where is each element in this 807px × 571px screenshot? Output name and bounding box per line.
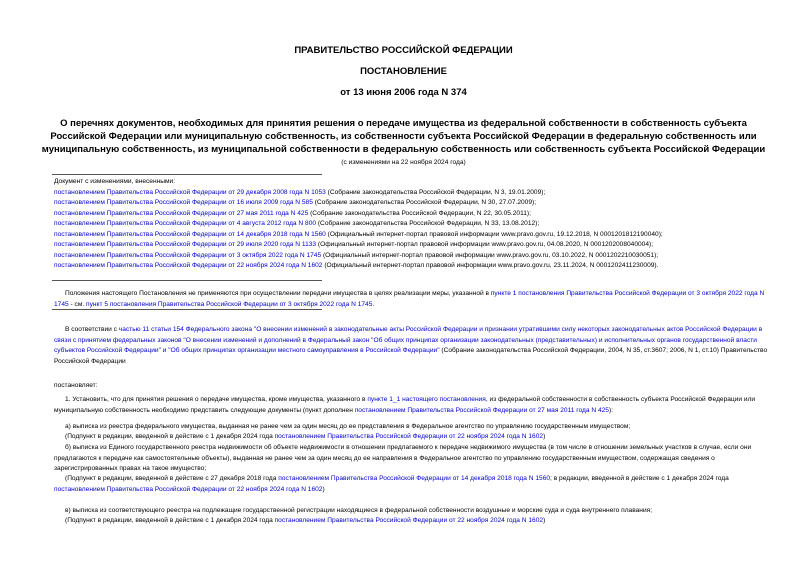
note-text: ) [322,485,325,493]
note-text: (Подпункт в редакции, введенной в действие с 27 декабря 2018 года [65,475,279,482]
subparagraph-v-note [54,516,768,527]
note-text: Положения настоящего Постановления не применяются при осуществлении передачи имущества в целях реализации меры, указанной в [65,290,491,297]
paragraph-text: , из федеральной собственности в собственность субъекта Российской Федерации или муниципальную собственность необходимо представить следующие документы (пункт дополнен [54,396,756,414]
subparagraph-a: а) выписка из реестра федерального имущества, выданная не ранее чем за один месяц до ее представления в Федеральное агентство по управлению государственным имуществом; [65,423,631,430]
change-link[interactable]: постановлением Правительства Российской Федерации от 4 августа 2012 года N 800 [54,220,317,227]
note-text: ) [543,433,546,440]
preamble-text: (Собрание законодательства Российской Федерации, 2004, N 35, ст.3607; 2006, N 1, ст.10) Правительство Российской Федерации [54,347,768,365]
note-text: ; в редакции, введенной в действие с 1 декабря 2024 года [550,475,729,482]
amendment-link[interactable]: постановлением Правительства Российской Федерации от 27 мая 2011 года N 425 [354,406,609,414]
paragraph-text: 1. Установить, что для принятия решения о передаче имущества, кроме имущества, указанного в [65,396,368,403]
amendment-link[interactable]: постановлением Правительства Российской Федерации от 22 ноября 2024 года N 1602 [274,517,544,524]
change-item [54,219,663,230]
divider-bottom [52,309,322,310]
note-text: . [372,300,375,308]
document-title: О перечнях документов, необходимых для принятия решения о передаче имущества из федеральной собственности в собственность субъекта Российской Федерации или муниципальную собственность, из собственности субъекта Российской Федерации в федеральную собственность или муниципальную собственность, из муниципальной собственности в федеральную собственность или собственность субъекта Российской Федерации [41,118,766,155]
change-item [54,188,663,199]
federal-law-link[interactable]: частью 11 статьи 154 Федерального закона "О внесении изменений в законодательные акты Российской Федерации и признании утратившими силу некоторых законодательных актов Российской Федерации в связи с принятием федеральных законов "О внесении изменений и дополнений в Федеральный закон "Об общих принципах организации законодательных (представительных) и исполнительных органов государственной власти субъектов Российской Федерации" и "Об общих принципах организации местного самоуправления в Российской Федерации" [54,326,763,354]
clause-1-1-link[interactable]: пункте 1_1 настоящего постановления [367,396,486,403]
change-source: (Официальный интернет-портал правовой информации www.pravo.gov.ru, 19.12.2018, N 0001201812190040); [325,230,663,238]
change-source: (Собрание законодательства Российской Федерации, N 22, 30.05.2011); [308,209,531,217]
note-text: ) [543,517,546,524]
subparagraph-a-note [54,432,768,443]
applicability-note [54,289,768,310]
change-source: (Официальный интернет-портал правовой информации www.pravo.gov.ru, 03.10.2022, N 0001202210030051); [321,251,659,259]
preamble-text: В соответствии с [65,326,119,333]
change-source: (Собрание законодательства Российской Федерации, N 30, 27.07.2009); [312,199,537,206]
change-item [54,240,663,251]
divider-middle [52,280,322,281]
divider-top [52,174,322,175]
change-link[interactable]: постановлением Правительства Российской Федерации от 3 октября 2022 года N 1745 [54,251,322,259]
preamble-paragraph [54,325,768,367]
change-source: (Официальный интернет-портал правовой информации www.pravo.gov.ru, 23.11.2024, N 0001202411230009). [322,262,659,269]
changes-list [54,177,663,272]
change-source: (Собрание законодательства Российской Федерации, N 33, 13.08.2012); [316,220,540,227]
subparagraph-v: в) выписка из соответствующего реестра на подлежащие государственной регистрации находящиеся в федеральной собственности воздушные и морские суда и суда внутреннего плавания; [65,507,653,514]
paragraph-text: ): [608,406,614,414]
amendment-date: (с изменениями на 22 ноября 2024 года) [341,159,466,166]
note-text: (Подпункт в редакции, введенной в действие с 1 декабря 2024 года [65,433,275,440]
note-text: - см. [68,300,87,308]
change-item [54,230,663,241]
note-link-2[interactable]: пункт 5 постановления Правительства Российской Федерации от 3 октября 2022 года N 1745 [86,300,373,308]
change-source: (Официальный интернет-портал правовой информации www.pravo.gov.ru, 04.08.2020, N 0001202008040004); [316,241,654,248]
note-text: (Подпункт в редакции, введенной в действие с 1 декабря 2024 года [65,517,275,524]
change-link[interactable]: постановлением Правительства Российской Федерации от 29 июля 2020 года N 1133 [54,241,317,248]
change-item [54,198,663,209]
amendment-link[interactable]: постановлением Правительства Российской Федерации от 22 ноября 2024 года N 1602 [274,433,544,440]
change-link[interactable]: постановлением Правительства Российской Федерации от 29 декабря 2008 года N 1053 [54,188,326,196]
decree-word: постановляет: [54,382,98,389]
paragraph-1 [54,395,768,416]
change-source: (Собрание законодательства Российской Федерации, N 3, 19.01.2009); [325,188,546,196]
subparagraph-b: б) выписка из Единого государственного реестра недвижимости об объекте недвижимости в отношении предлагаемого к передаче недвижимого имущества (в том числе в отношении земельных участков в случае, если они предлагаются к передаче как самостоятельные объекты), выданная не ранее чем за один месяц до ее направления в Федеральное агентство по управлению государственным имуществом, содержащая сведения о зарегистрированных правах на такое имущество; [54,444,752,472]
changes-heading: Документ с изменениями, внесенными: [54,178,176,185]
subparagraph-b-note [54,474,768,495]
change-link[interactable]: постановлением Правительства Российской Федерации от 22 ноября 2024 года N 1602 [54,262,323,269]
amendment-link[interactable]: постановлением Правительства Российской Федерации от 22 ноября 2024 года N 1602 [54,485,323,493]
change-link[interactable]: постановлением Правительства Российской Федерации от 27 мая 2011 года N 425 [54,209,309,217]
change-link[interactable]: постановлением Правительства Российской Федерации от 16 июля 2009 года N 585 [54,199,313,206]
document-type-heading: ПОСТАНОВЛЕНИЕ [360,66,447,77]
government-heading: ПРАВИТЕЛЬСТВО РОССИЙСКОЙ ФЕДЕРАЦИИ [294,45,513,56]
note-link-1[interactable]: пункте 1 постановления Правительства Российской Федерации от 3 октября 2022 года N 1745 [54,290,765,308]
change-link[interactable]: постановлением Правительства Российской Федерации от 14 декабря 2018 года N 1560 [54,230,326,238]
document-date-number: от 13 июня 2006 года N 374 [340,87,467,98]
change-item [54,209,663,220]
change-item [54,261,663,272]
change-item [54,251,663,262]
amendment-link[interactable]: постановлением Правительства Российской Федерации от 14 декабря 2018 года N 1560 [278,475,551,482]
